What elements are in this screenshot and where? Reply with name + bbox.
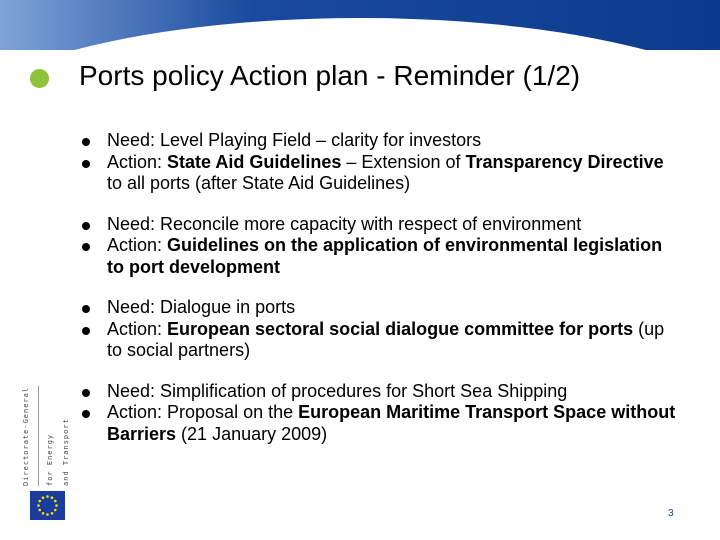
bullet-item [82,381,682,403]
bullet-group [82,214,682,279]
text-run: Action: [107,318,168,339]
flag-star [46,513,49,516]
bullet-item [82,235,682,278]
dg-text-line-3: and Transport [61,418,70,486]
bullet-icon [82,389,90,397]
flag-star [46,495,49,498]
bullet-icon [82,410,90,418]
flag-star [54,509,57,512]
bullet-group [82,381,682,446]
bullet-icon [82,305,90,313]
bullet-group [82,130,682,195]
flag-star [55,504,58,507]
flag-star [38,509,41,512]
text-run: (21 January 2009) [176,423,328,444]
text-run: Action: [107,235,168,255]
text-run: to all ports (after State Aid Guidelines) [107,173,411,193]
title-bullet-icon [30,69,49,88]
bold-text: European sectoral social dialogue committee for ports [167,318,634,339]
bullet-icon [82,138,90,146]
bullet-item [82,214,682,236]
text-run: Need: Dialogue in ports [107,297,296,317]
flag-star [42,496,45,499]
slide-title: Ports policy Action plan - Reminder (1/2) [79,60,581,91]
dg-text-line-2: for Energy [46,433,55,486]
text-run: Need: Level Playing Field – clarity for investors [107,130,482,150]
text-run: – Extension of [341,151,466,172]
bullet-icon [82,243,90,251]
bullet-group [82,297,682,362]
text-run: Action: [107,151,168,172]
bold-text: European Maritime Transport Space without Barriers [107,402,676,444]
dg-logo-text [22,386,70,486]
bullet-icon [82,327,90,335]
bold-text: Transparency Directive [465,151,664,172]
bold-text: State Aid Guidelines [167,151,342,172]
flag-star [37,504,40,507]
page-number: 3 [668,508,674,519]
bullet-icon [82,222,90,230]
text-run: Action: Proposal on the [107,402,299,422]
bullet-item [82,319,682,362]
text-run: (up to social partners) [107,318,665,360]
bullet-icon [82,160,90,168]
bullet-item [82,130,682,152]
text-run: Need: Simplification of procedures for Short Sea Shipping [107,380,568,401]
bullet-item [82,152,682,195]
eu-flag-icon [30,491,65,520]
bold-text: Guidelines on the application of environmental legislation to port development [107,235,663,277]
bullet-item [82,402,682,445]
flag-star [51,512,54,515]
text-run: Need: Reconcile more capacity with respect of environment [107,213,582,234]
bullet-groups [82,130,682,464]
dg-text-line-1: Directorate-General [22,386,30,486]
bullet-item [82,297,682,319]
flag-star [51,496,54,499]
flag-star [38,500,41,503]
flag-star [42,512,45,515]
flag-star [54,500,57,503]
divider-line [38,386,39,486]
